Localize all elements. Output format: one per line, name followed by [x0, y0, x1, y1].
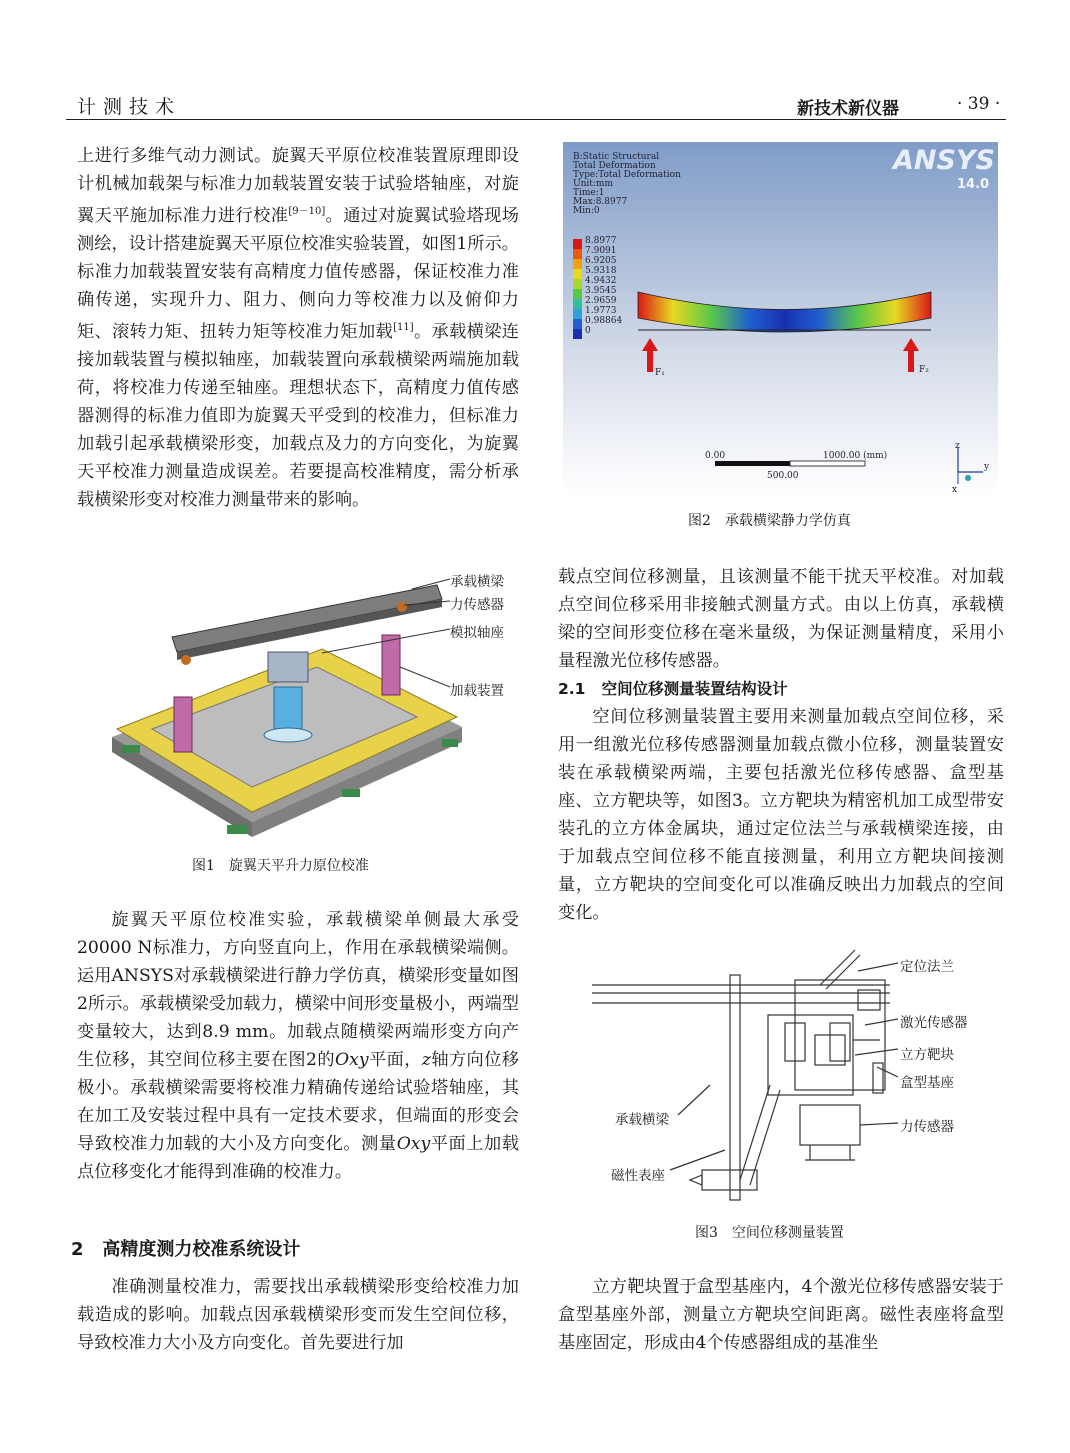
scale-label-0: 0.00 — [705, 451, 726, 461]
figure-2-caption: 图2 承载横梁静力学仿真 — [688, 513, 851, 529]
journal-name: 计测技术 — [77, 96, 182, 118]
axis-z: z — [955, 441, 960, 451]
legend-swatch — [573, 239, 582, 249]
axis-y: y — [984, 462, 990, 472]
heading-text: 空间位移测量装置结构设计 — [601, 680, 788, 698]
fig3-label-flange: 定位法兰 — [900, 959, 954, 975]
left-paragraph-3 — [77, 1273, 519, 1357]
text-span: 轴方向位移极小。承载横梁需要将校准力精确传递给试验塔轴座，其在加工及安装过程中具有一定技术要求，但端面的形变会导致校准力加载的大小及方向变化。测量 — [77, 1050, 519, 1154]
legend-swatch — [573, 249, 582, 259]
text-span: 空间位移测量装置主要用来测量加载点空间位移，采用一组激光位移传感器测量加载点微小位移，测量装置安装在承载横梁两端，主要包括激光位移传感器、盒型基座、立方靶块等，如图3。立方靶块为精密机加工成型带安装孔的立方体金属块，通过定位法兰与承载横梁连接，由于加载点空间位移不能直接测量，利用立方靶块间接测量，立方靶块的空间变化可以准确反映出力加载点的空间变化。 — [558, 707, 1004, 923]
fig3-label-magnetic-stand: 磁性表座 — [611, 1168, 665, 1184]
text-span: 准确测量校准力，需要找出承载横梁形变给校准力加载造成的影响。加载点因承载横梁形变而发生空间位移，导致校准力大小及方向变化。首先要进行加 — [77, 1277, 519, 1353]
ansys-info-line: Type:Total Deformation — [573, 170, 681, 180]
ansys-version: 14.0 — [957, 177, 990, 192]
italic-symbol: z — [421, 1050, 431, 1070]
axis-x: x — [952, 485, 958, 495]
legend-swatch — [573, 319, 582, 329]
page-number: · 39 · — [957, 94, 1001, 114]
legend-swatch — [573, 259, 582, 269]
force-label-f1: F₁ — [655, 368, 665, 378]
ansys-info-line: Total Deformation — [573, 161, 656, 171]
ansys-info-line: B:Static Structural — [573, 152, 660, 162]
text-span: 载点空间位移测量，且该测量不能干扰天平校准。对加载点空间位移采用非接触式测量方式。由以上仿真，承载横梁的空间形变位移在毫米量级，为保证测量精度，采用小量程激光位移传感器。 — [558, 567, 1004, 671]
legend-swatch — [573, 289, 582, 299]
header-rule — [66, 119, 1006, 120]
left-paragraph-1 — [77, 142, 519, 514]
citation: [9－10] — [288, 206, 326, 217]
heading-number: 2.1 — [558, 680, 586, 698]
fig3-label-target-cube: 立方靶块 — [900, 1047, 954, 1063]
right-paragraph-3 — [558, 1273, 1004, 1357]
fig1-label-loading-device: 加载装置 — [450, 683, 504, 699]
legend-swatch — [573, 279, 582, 289]
legend-value: 6.9205 — [585, 256, 617, 266]
text-span: 。通过对旋翼试验塔现场测绘，设计搭建旋翼天平原位校准实验装置，如图1所示。标准力加载装置安装有高精度力值传感器，保证校准力准确传递，实现升力、阻力、侧向力等校准力以及俯仰力矩、滚转力矩、扭转力矩等校准力矩加载 — [77, 206, 519, 342]
legend-swatch — [573, 309, 582, 319]
ansys-info-line: Min:0 — [573, 206, 600, 216]
legend-value: 8.8977 — [585, 236, 617, 246]
fig1-label-beam: 承载横梁 — [450, 574, 504, 590]
ansys-logo: ANSYS — [893, 145, 995, 176]
right-paragraph-2 — [558, 703, 1004, 927]
fig3-label-force-sensor: 力传感器 — [900, 1119, 954, 1135]
legend-value: 0.98864 — [585, 316, 623, 326]
text-span: 上进行多维气动力测试。旋翼天平原位校准装置原理即设计机械加载架与标准力加载装置安装于试验塔轴座，对旋翼天平施加标准力进行校准 — [77, 146, 519, 226]
section-title: 新技术新仪器 — [797, 99, 899, 119]
italic-symbol: Oxy — [396, 1134, 431, 1154]
legend-swatch — [573, 329, 582, 339]
subsection-heading-2-1 — [558, 677, 788, 699]
heading-number: 2 — [71, 1239, 84, 1260]
left-paragraph-2 — [77, 906, 519, 1186]
text-span: 平面上加载点位移变化才能得到准确的校准力。 — [77, 1134, 519, 1182]
ansys-info-line: Max:8.8977 — [573, 197, 628, 207]
fig1-label-force-sensor: 力传感器 — [450, 597, 504, 613]
legend-value: 5.9318 — [585, 266, 617, 276]
figure-1-caption: 图1 旋翼天平升力原位校准 — [192, 858, 369, 874]
legend-value: 7.9091 — [585, 246, 617, 256]
fig3-label-beam: 承载横梁 — [615, 1112, 669, 1128]
legend-value: 3.9545 — [585, 286, 617, 296]
text-span: 旋翼天平原位校准实验，承载横梁单侧最大承受20000 N标准力，方向竖直向上，作用在承载横梁端侧。运用ANSYS对承载横梁进行静力学仿真，横梁形变量如图2所示。承载横梁受加载力，横梁中间形变量极小，两端型变量较大，达到8.9 mm。加载点随横梁两端形变方向产生位移，其空间位移主要在图2的 — [77, 910, 519, 1070]
text-span: 立方靶块置于盒型基座内，4个激光位移传感器安装于盒型基座外部，测量立方靶块空间距离。磁性表座将盒型基座固定，形成由4个传感器组成的基准坐 — [558, 1277, 1004, 1353]
heading-text: 高精度测力校准系统设计 — [102, 1239, 301, 1260]
legend-swatch — [573, 269, 582, 279]
scale-label-1000: 1000.00 (mm) — [823, 451, 888, 461]
ansys-info-line: Unit:mm — [573, 179, 613, 189]
fig1-label-axis-seat: 模拟轴座 — [450, 625, 504, 641]
figure-3-caption: 图3 空间位移测量装置 — [695, 1225, 844, 1241]
legend-value: 0 — [585, 326, 591, 336]
scale-label-500: 500.00 — [767, 471, 799, 481]
text-span: 。承载横梁连接加载装置与模拟轴座，加载装置向承载横梁两端施加载荷，将校准力传递至轴座。理想状态下，高精度力值传感器测得的标准力值即为旋翼天平受到的校准力，但标准力加载引起承载横梁形变，加载点及力的方向变化，为旋翼天平校准力测量造成误差。若要提高校准精度，需分析承载横梁形变对校准力测量带来的影响。 — [77, 322, 519, 510]
italic-symbol: Oxy — [335, 1050, 369, 1070]
section-heading-2 — [71, 1235, 300, 1261]
right-paragraph-1 — [558, 563, 1004, 675]
figure-2-image — [563, 142, 998, 495]
fig3-label-laser: 激光传感器 — [900, 1015, 968, 1031]
legend-value: 1.9773 — [585, 306, 617, 316]
citation: [11] — [393, 322, 414, 333]
legend-value: 4.9432 — [585, 276, 617, 286]
text-span: 平面， — [368, 1050, 422, 1070]
ansys-info-line: Time:1 — [573, 188, 605, 198]
legend-swatch — [573, 299, 582, 309]
fig3-label-box-base: 盒型基座 — [900, 1075, 954, 1091]
legend-value: 2.9659 — [585, 296, 617, 306]
force-label-f2: F₂ — [919, 365, 929, 375]
